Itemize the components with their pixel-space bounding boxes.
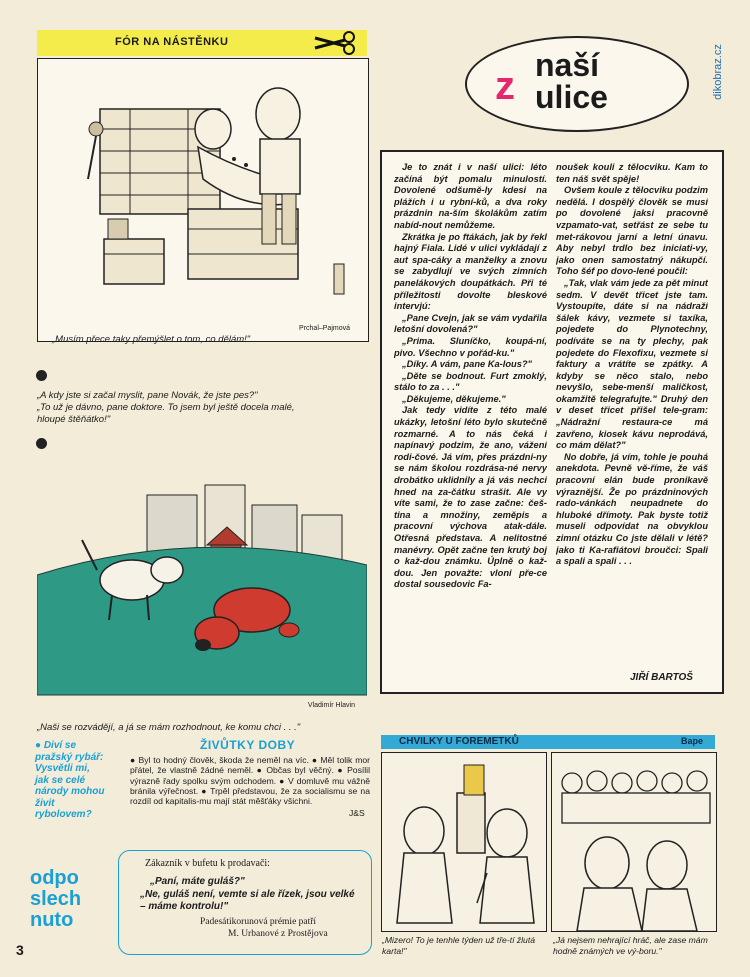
dikobraz-label — [711, 30, 744, 120]
chvilky-left-drawing — [382, 753, 546, 931]
column-right-text — [556, 162, 708, 667]
column-left-para: Jak tedy vidíte z této malé ukázky, letošní léto bylo skutečně rozmarné. A to nás čeká i napínavý podzim, že ano, vážení rodi-čové. Já vím, přes prázdni-ny se nám školou rozdrása-né nervy drobátko uklidnily a já vás nechci hned na za-čátku strašit. Ale vy víte sami, že to zase začne: češ-tina a množiny, zeměpis a pracovní výchova atak-dále. Otřesná představa. A nelitostné manévry. Opět začne ten krutý boj o kaž-dou známku. Úplně o kaž-dou. Jen považte: vloni pře-ce dostal sousedovic Fa- — [394, 405, 547, 590]
boss-cartoon-drawing — [38, 59, 368, 341]
fornastenku-header: FÓR NA NÁSTĚNKU — [115, 36, 229, 48]
rybar-line: živit — [35, 797, 55, 809]
chvilky-panel-left — [381, 752, 547, 932]
dikobraz-label-text: dikobraz.cz — [711, 44, 724, 100]
rybar-line: jak se celé — [35, 774, 86, 786]
chvilky-author: Bape — [680, 736, 703, 746]
chvilky-header: CHVILKY U FOREMETKŮ — [399, 736, 519, 747]
column-title-letter: z — [495, 64, 515, 108]
odposlechnuto-intro: Zákazník v bufetu k prodavači: — [145, 858, 270, 869]
page-number: 3 — [16, 942, 24, 958]
rybar-line: ● Diví se — [35, 740, 77, 751]
column-left-para: Zkrátka je po ftákách, jak by řekl hajný Fiala. Lidé v ulici vykládají z aut spa-cáky a manželky a znovu se zabydlují ve svých zimních panelákových doupátkách. Při té příležitosti dovolte bleskové intervjú: — [394, 231, 547, 312]
odposlechnuto-logo-line: slech — [30, 888, 82, 910]
chvilky-header-bar — [381, 735, 715, 749]
column-right-para: No dobře, já vím, tohle je pouhá anekdota. Pevně vě-říme, že váš pracovní elán bude pronikavě výraznější. Že po prázdninových rado-vánkách neupadnete do hluboké dřímoty. Pak byste totiž museli odpovídat na obvyklou zimní otázku Co jste dělali v létě? jako ti Ka-rafiátovi broučci: Spali a spali a spali . . . — [556, 451, 708, 567]
rybar-line: pražský rybář: — [35, 751, 104, 763]
column-title-line1: naší — [535, 47, 600, 83]
fornastenku-caption: „Musím přece taky přemýšlet o tom, co dělám!" — [52, 334, 251, 345]
column-left-para: „Prima. Sluníčko, koupá-ní, pivo. Všechno v pořád-ku." — [394, 335, 547, 358]
boss-cartoon — [37, 58, 369, 342]
chvilky-caption-right: „Já nejsem nehrající hráč, ale zase mám hodně známých ve vý-boru." — [553, 935, 708, 956]
scissors-icon — [311, 31, 357, 60]
odposlechnuto-credit2: M. Urbanové z Prostějova — [228, 929, 328, 939]
dog-dialog-line2: „To už je dávno, pane doktore. To jsem byl ještě docela malé, — [37, 402, 295, 413]
odposlechnuto-logo-line: nuto — [30, 909, 74, 931]
column-right-para: noušek kouli z tělocviku. Kam to ten náš svět spěje! — [556, 162, 708, 184]
chvilky-caption-left: „Mizero! To je tenhle týden už tře-tí žlutá karta!" — [382, 935, 536, 956]
rybar-line: národy mohou — [35, 786, 105, 797]
column-left-para: „Díky. A vám, pane Ka-lous?" — [402, 359, 532, 370]
dogs-cartoon-drawing — [37, 455, 367, 715]
column-title-line2: ulice — [535, 79, 608, 115]
bullet-dot-2 — [36, 438, 47, 449]
dog-dialog-line3: hloupé štěňátko!" — [37, 414, 111, 425]
chvilky-right-drawing — [552, 753, 716, 931]
zivutky-text: ● Byl to hodný člověk, škoda že neměl na víc. ● Měl tolik mor přátel, že vlastně žádné neměl. ● Občas byl věčný. ● Posílil výrazně řady spolku svým odchodem. ● V domluvě mu vážně bránila výřečnost. ● Trpěl představou, že za socialismu se na rozdíl od kapitalis-mu mají stát měšťáky všichni. — [130, 755, 370, 807]
zivutky-title: ŽIVŮTKY DOBY — [200, 738, 296, 752]
odposlechnuto-quote2: „Ne, guláš není, vemte si ale řízek, jsou velké – máme kontrolu!" — [140, 889, 355, 912]
column-right-para: „Tak, vlak vám jede za pět minut sedm. V devět třicet jste tam. Vystoupíte, dáte si na nádraží šálek kávy, vezmete si taxíka, pojedete do Plynotechny, podíváte se na ty plechy, pak pojedete do Flexofixu, vezmete si faktury a vrátíte se zpátky. A kdyby se něco stalo, nebo nevyšlo, sebe-menší maličkost, okamžitě telegrafujte." Druhý den v deset třicet přišel tele-gram: „Nádražní restaura-ce má zavřeno, kiosek kávu neprodává, co mám dělat?" — [556, 277, 708, 451]
column-author: JIŘÍ BARTOŠ — [630, 672, 693, 683]
column-right-para: Ovšem koule z tělocviku podzim nedělá. I dospělý člověk se musí po dovolené jaksi pracovně vzpamato-vat, setřást ze sebe tu met-rákovou jarní a letní únavu. Aby nebyl trdlo bez iniciati-vy, jako onen samostatný nákupčí. Toho šéf po dovo-lené poučil: — [556, 185, 708, 277]
rybar-box — [35, 740, 125, 821]
column-title-box — [465, 36, 689, 132]
odposlechnuto-credit1: Padesátikorunová prémie patří — [200, 917, 317, 927]
dogs-cartoon-caption: „Naši se rozvádějí, a já se mám rozhodnout, ke komu chci . . ." — [37, 722, 301, 733]
rybar-line: Vysvětli mi, — [35, 763, 90, 774]
zivutky-sign: J&S — [349, 808, 365, 818]
fornastenku-credit: Prchal–Pajmová — [299, 325, 350, 332]
chvilky-panel-right — [551, 752, 717, 932]
column-left-para: „Pane Cvejn, jak se vám vydařila letošní dovolená?" — [394, 312, 547, 335]
column-left-para: „Děte se bodnout. Furt zmoklý, stálo to za . . ." — [394, 370, 547, 393]
odposlechnuto-quote1: „Paní, máte guláš?" — [150, 876, 245, 887]
column-left-para: Je to znát i v naší ulici: léto začíná být pomalu minulostí. Dovolené odšumě-ly kdesi na plážích i u rybní-ků, a dva roky prázdnin na-ším školákům zatím nabíd-nout nemůžeme. — [394, 162, 547, 230]
dogs-cartoon-credit: Vladimír Hlavin — [307, 702, 355, 709]
dogs-cartoon — [37, 455, 367, 715]
dog-dialog — [37, 390, 367, 426]
dog-dialog-line1: „A kdy jste si začal myslit, pane Novák, že jste pes?" — [37, 390, 258, 401]
rybar-line: rybolovem? — [35, 809, 92, 820]
column-left-text — [394, 162, 547, 772]
bullet-dot-1 — [36, 370, 47, 381]
odposlechnuto-logo — [30, 868, 120, 931]
column-left-para: „Děkujeme, děkujeme." — [402, 393, 506, 404]
odposlechnuto-logo-line: odpo — [30, 867, 79, 889]
fornastenku-header-bar — [37, 30, 367, 56]
